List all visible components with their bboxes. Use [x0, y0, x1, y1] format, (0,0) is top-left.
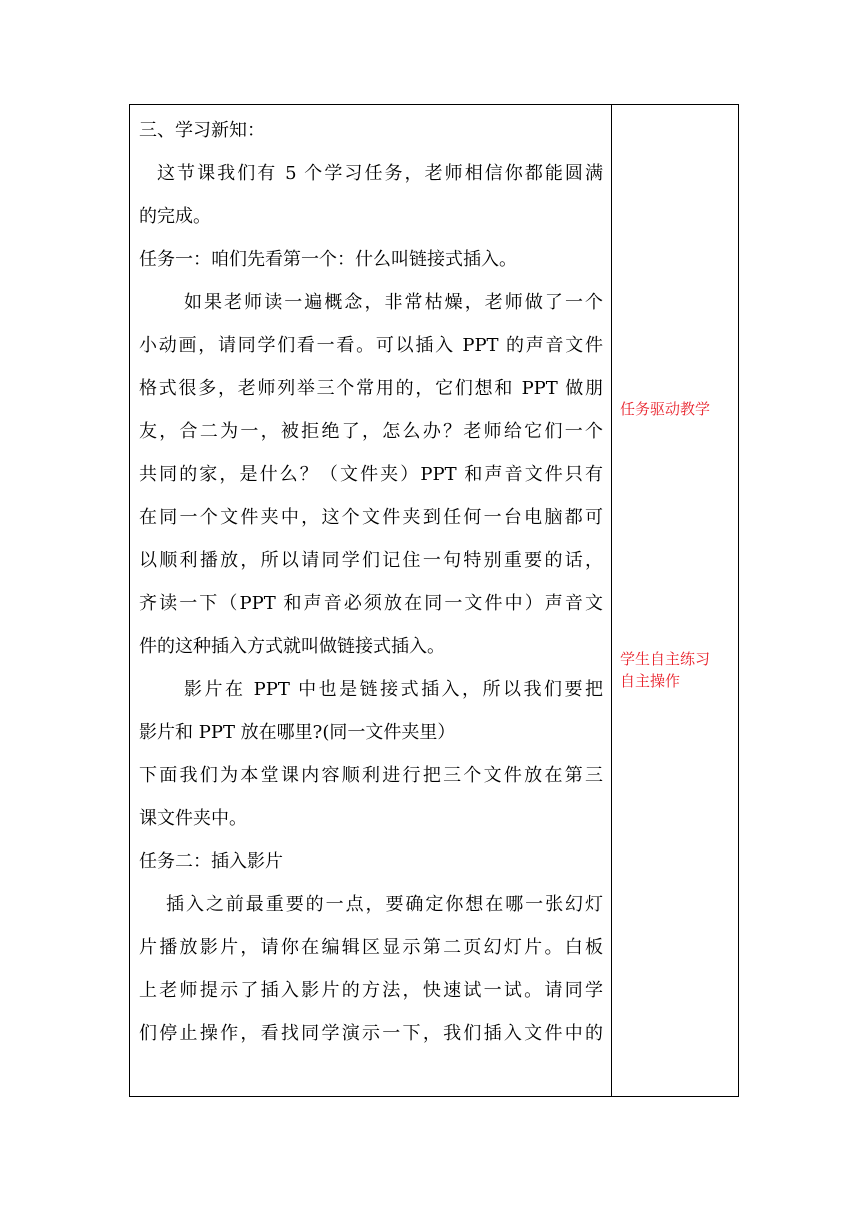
paragraph-line: 片播放影片，请你在编辑区显示第二页幻灯片。白板	[139, 937, 603, 958]
paragraph-line: 的完成。	[139, 206, 211, 227]
paragraph-line: 上老师提示了插入影片的方法，快速试一试。请同学	[139, 980, 603, 1001]
table-row	[130, 105, 739, 1097]
paragraph-line: 课文件夹中。	[139, 808, 247, 829]
paragraph-line: 影片在 PPT 中也是链接式插入，所以我们要把	[184, 679, 603, 700]
lesson-plan-table	[129, 104, 739, 1097]
paragraph-line: 插入之前最重要的一点，要确定你想在哪一张幻灯	[166, 894, 603, 915]
task-heading: 任务二：插入影片	[139, 851, 283, 872]
note-self-operate: 自主操作	[620, 672, 681, 690]
paragraph-line: 齐读一下（PPT 和声音必须放在同一文件中）声音文	[139, 593, 603, 614]
note-task-driven: 任务驱动教学	[620, 400, 711, 418]
teaching-notes-cell	[612, 105, 739, 1097]
paragraph-line: 以顺利播放，所以请同学们记住一句特别重要的话，	[139, 550, 603, 571]
task-heading: 任务一：咱们先看第一个：什么叫链接式插入。	[139, 249, 517, 270]
paragraph-line: 们停止操作，看找同学演示一下，我们插入文件中的	[139, 1023, 603, 1044]
section-heading: 三、学习新知：	[139, 120, 265, 141]
paragraph-line: 共同的家，是什么？（文件夹）PPT 和声音文件只有	[139, 464, 603, 485]
paragraph-line: 下面我们为本堂课内容顺利进行把三个文件放在第三	[139, 765, 603, 786]
paragraph-line: 友，合二为一，被拒绝了，怎么办？老师给它们一个	[139, 421, 603, 442]
paragraph-line: 在同一个文件夹中，这个文件夹到任何一台电脑都可	[139, 507, 603, 528]
teaching-content-cell	[130, 105, 612, 1097]
paragraph-line: 小动画，请同学们看一看。可以插入 PPT 的声音文件	[139, 335, 603, 356]
paragraph-line: 这节课我们有 5 个学习任务，老师相信你都能圆满	[157, 163, 603, 184]
note-self-practice: 学生自主练习	[620, 650, 711, 668]
paragraph-line: 件的这种插入方式就叫做链接式插入。	[139, 636, 445, 657]
paragraph-line: 格式很多，老师列举三个常用的，它们想和 PPT 做朋	[139, 378, 603, 399]
paragraph-line: 影片和 PPT 放在哪里?(同一文件夹里）	[139, 722, 456, 743]
paragraph-line: 如果老师读一遍概念，非常枯燥，老师做了一个	[184, 292, 603, 313]
